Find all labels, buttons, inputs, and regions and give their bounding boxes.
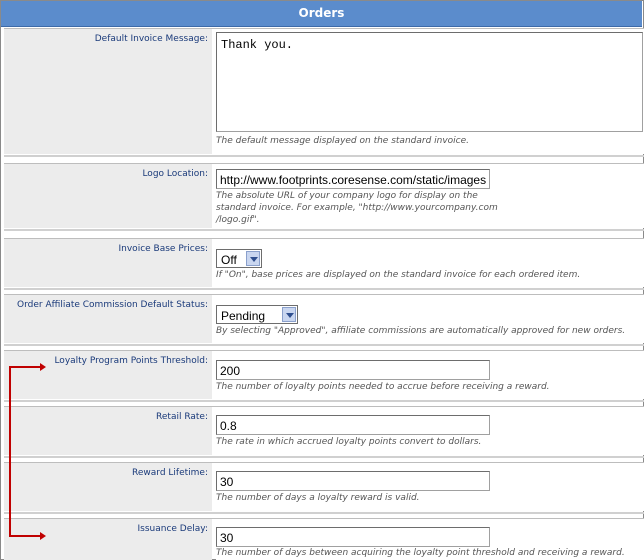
- invoice-base-prices-row: [4, 238, 644, 287]
- arrow-right-icon: [40, 363, 46, 371]
- affiliate-status-row: [4, 294, 644, 343]
- invoice-message-label: Default Invoice Message:: [94, 34, 208, 44]
- divider: [4, 456, 644, 458]
- annotation-bracket-bottom: [9, 535, 43, 537]
- loyalty-threshold-input[interactable]: 200: [216, 360, 490, 380]
- logo-location-help-3: /logo.gif".: [216, 215, 260, 225]
- retail-rate-label: Retail Rate:: [156, 412, 208, 422]
- loyalty-threshold-label: Loyalty Program Points Threshold:: [54, 356, 208, 366]
- logo-location-label: Logo Location:: [142, 169, 208, 179]
- retail-rate-row: [4, 406, 644, 455]
- retail-rate-help: The rate in which accrued loyalty points convert to dollars.: [216, 437, 482, 447]
- annotation-bracket-top: [9, 366, 43, 368]
- reward-lifetime-row: [4, 462, 644, 511]
- affiliate-status-value: Pending: [221, 309, 266, 323]
- chevron-down-icon[interactable]: [282, 307, 296, 322]
- arrow-right-icon: [40, 532, 46, 540]
- issuance-delay-label: Issuance Delay:: [137, 524, 208, 534]
- chevron-down-icon[interactable]: [246, 251, 260, 266]
- logo-location-help-2: standard invoice. For example, "http://www.yourcompany.com: [216, 203, 498, 213]
- divider: [4, 155, 644, 157]
- affiliate-status-label: Order Affiliate Commission Default Status:: [17, 300, 208, 310]
- reward-lifetime-input[interactable]: 30: [216, 471, 490, 491]
- annotation-bracket: [9, 366, 11, 537]
- reward-lifetime-help: The number of days a loyalty reward is valid.: [216, 493, 420, 503]
- divider: [4, 512, 644, 514]
- divider: [4, 288, 644, 290]
- issuance-delay-help: The number of days between acquiring the loyalty point threshold and receiving a reward.: [216, 548, 625, 558]
- invoice-message-row: [4, 28, 644, 154]
- invoice-base-prices-select[interactable]: [216, 249, 262, 268]
- invoice-message-help: The default message displayed on the standard invoice.: [216, 136, 470, 146]
- invoice-base-prices-label: Invoice Base Prices:: [118, 244, 208, 254]
- divider: [4, 344, 644, 346]
- invoice-base-prices-value: Off: [221, 253, 237, 267]
- logo-location-help-1: The absolute URL of your company logo for display on the: [216, 191, 478, 201]
- affiliate-status-help: By selecting "Approved", affiliate commissions are automatically approved for new orders.: [216, 326, 626, 336]
- logo-location-input[interactable]: http://www.footprints.coresense.com/static/images: [216, 169, 490, 189]
- affiliate-status-select[interactable]: [216, 305, 298, 324]
- issuance-delay-input[interactable]: 30: [216, 527, 490, 547]
- loyalty-threshold-help: The number of loyalty points needed to accrue before receiving a reward.: [216, 382, 550, 392]
- invoice-message-textarea[interactable]: Thank you.: [216, 32, 643, 132]
- loyalty-threshold-row: [4, 350, 644, 399]
- logo-location-row: [4, 163, 644, 228]
- section-header: Orders: [1, 1, 642, 27]
- invoice-base-prices-help: If "On", base prices are displayed on the standard invoice for each ordered item.: [216, 270, 581, 280]
- retail-rate-input[interactable]: 0.8: [216, 415, 490, 435]
- divider: [4, 400, 644, 402]
- reward-lifetime-label: Reward Lifetime:: [132, 468, 208, 478]
- divider: [4, 229, 644, 231]
- issuance-delay-row: [4, 518, 644, 560]
